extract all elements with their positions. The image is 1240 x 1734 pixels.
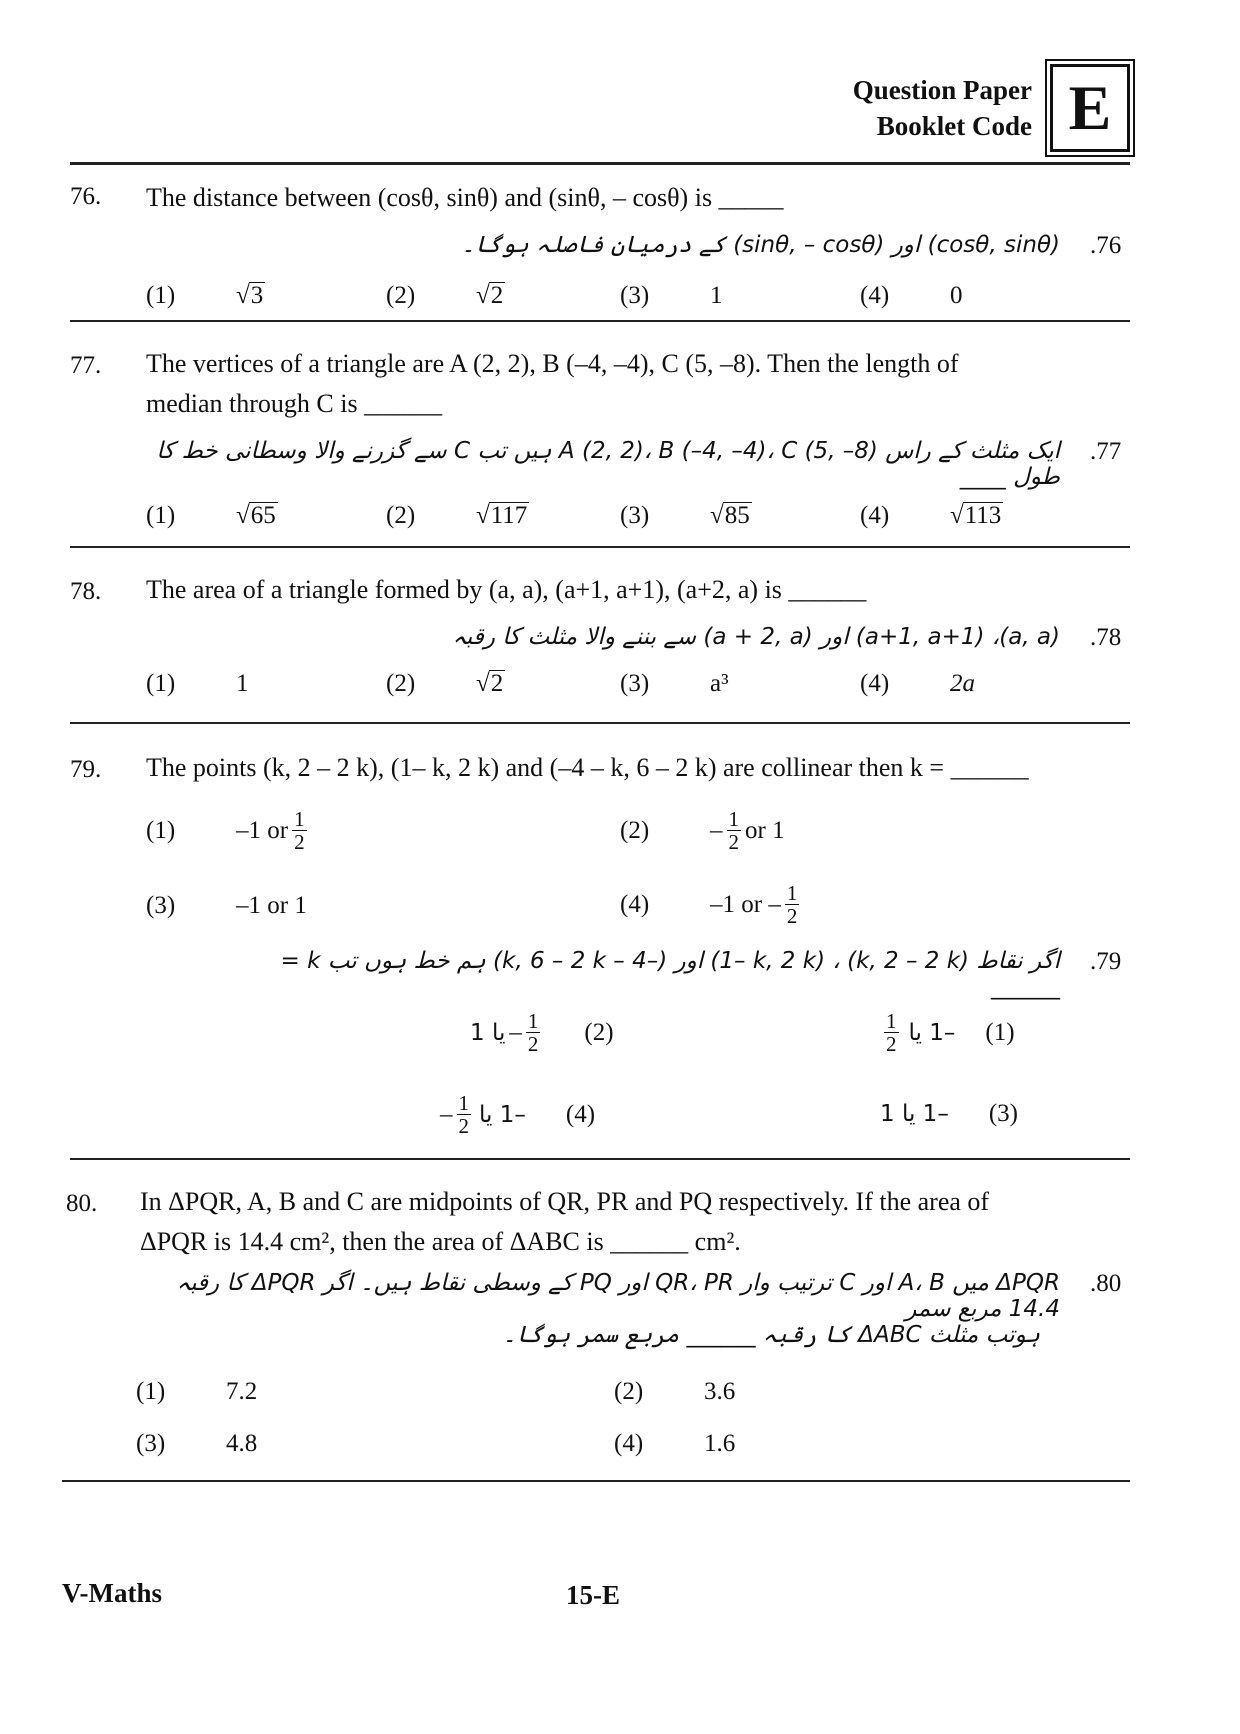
q79-text: The points (k, 2 – 2 k), (1– k, 2 k) and (–4 – k, 6 – 2 k) are collinear then k = ______: [146, 753, 1029, 782]
q78-option-4: (4) 2a: [860, 670, 975, 697]
q78-option-2: (2) √ 2: [386, 670, 504, 697]
q79-urdu-option-4: – $\frac{1}{2}$ –1 یا (4): [440, 1091, 596, 1138]
footer-subject: V-Maths: [62, 1578, 162, 1608]
q76-divider: [70, 320, 1130, 322]
booklet-code-line2: Booklet Code: [876, 111, 1032, 141]
booklet-code-box: E: [1050, 64, 1130, 152]
q79-urdu-number: .79: [1090, 948, 1122, 975]
q80-text-line2: ΔPQR is 14.4 cm², then the area of ΔABC is ______ cm².: [140, 1227, 741, 1256]
q79-option-1: (1) –1 or $\frac{1}{2}$: [146, 807, 305, 854]
q79-option-2: (2) – $\frac{1}{2}$ or 1: [620, 807, 785, 854]
booklet-code-label: [800, 72, 1032, 144]
q76-urdu-number: .76: [1090, 232, 1122, 259]
q80-text-line1: In ΔPQR, A, B and C are midpoints of QR, PR and PQ respectively. If the area of: [140, 1187, 990, 1216]
q80-urdu-number: .80: [1090, 1270, 1122, 1297]
q77-text-line1: The vertices of a triangle are A (2, 2), B (–4, –4), C (5, –8). Then the length of: [146, 349, 959, 378]
q80-urdu-text-line2: ہوتب مثلث ΔABC کا رقبہ ______ مربع سمر ہوگا۔: [502, 1322, 1040, 1348]
q78-option-3: (3) a³: [620, 670, 729, 697]
q77-urdu-text: ایک مثلث کے راس A (2, 2)، B (–4, –4)، C (5, –8) ہیں تب C سے گزرنے والا وسطانی خط کا طول ____: [156, 438, 1060, 490]
q79-urdu-option-1: $\frac{1}{2}$ –1 یا (1): [886, 1009, 1015, 1056]
q77-option-3: (3) √ 85: [620, 502, 750, 529]
q77-option-4: (4) √ 113: [860, 502, 1002, 529]
q80-option-2: (2) 3.6: [614, 1378, 736, 1405]
q79-option-4: (4) –1 or – $\frac{1}{2}$: [620, 881, 798, 928]
q76-number: 76.: [70, 183, 102, 210]
q79-divider: [70, 1158, 1130, 1160]
q77-option-2: (2) √ 117: [386, 502, 528, 529]
q76-option-3: (3) 1: [620, 282, 723, 309]
q78-urdu-number: .78: [1090, 624, 1122, 651]
q80-divider: [62, 1480, 1130, 1482]
header-divider: [70, 162, 1130, 165]
q80-option-1: (1) 7.2: [136, 1378, 258, 1405]
q76-option-1: (1) √ 3: [146, 282, 264, 309]
q76-text: The distance between (cosθ, sinθ) and (sinθ, – cosθ) is _____: [146, 183, 784, 212]
q78-text: The area of a triangle formed by (a, a), (a+1, a+1), (a+2, a) is ______: [146, 575, 867, 604]
q79-number: 79.: [70, 756, 102, 783]
q77-text: [146, 344, 1116, 424]
q77-text-line2: median through C is ______: [146, 389, 443, 418]
q80-urdu-text-line1: ΔPQR میں A، B اور C ترتیب وار QR، PR اور PQ کے وسطی نقاط ہیں۔ اگر ΔPQR کا رقبہ 14.4 مربع سمر: [176, 1270, 1060, 1322]
booklet-code-line1: Question Paper: [852, 75, 1032, 105]
q80-number: 80.: [66, 1190, 98, 1217]
q77-urdu-number: .77: [1090, 438, 1122, 465]
q80-text: [140, 1182, 1120, 1262]
q78-option-1: (1) 1: [146, 670, 249, 697]
q79-urdu-option-2: یا 1 – $\frac{1}{2}$ (2): [470, 1009, 614, 1056]
q78-divider: [70, 722, 1130, 724]
q79-urdu-text: اگر نقاط (k, 2 – 2 k) ، (1– k, 2 k) اور (–4 – k, 6 – 2 k) ہم خط ہوں تب k = ______: [280, 948, 1060, 1000]
q77-number: 77.: [70, 352, 102, 379]
q79-urdu-option-3: –1 یا 1 (3): [880, 1100, 1018, 1127]
q78-number: 78.: [70, 578, 102, 605]
q77-divider: [70, 546, 1130, 548]
q76-option-4: (4) 0: [860, 282, 963, 309]
footer-page-number: 15-E: [566, 1580, 620, 1610]
q79-option-3: (3) –1 or 1: [146, 892, 307, 919]
q80-option-3: (3) 4.8: [136, 1430, 258, 1457]
q76-option-2: (2) √ 2: [386, 282, 504, 309]
q76-urdu-text: (cosθ, sinθ) اور (sinθ, – cosθ) کے درمیان فاصلہ ہوگا۔: [461, 232, 1060, 258]
q78-urdu-text: (a, a)، (a+1, a+1) اور (a + 2, a) سے بننے والا مثلث کا رقبہ: [452, 624, 1060, 650]
q77-option-1: (1) √ 65: [146, 502, 276, 529]
q80-option-4: (4) 1.6: [614, 1430, 736, 1457]
